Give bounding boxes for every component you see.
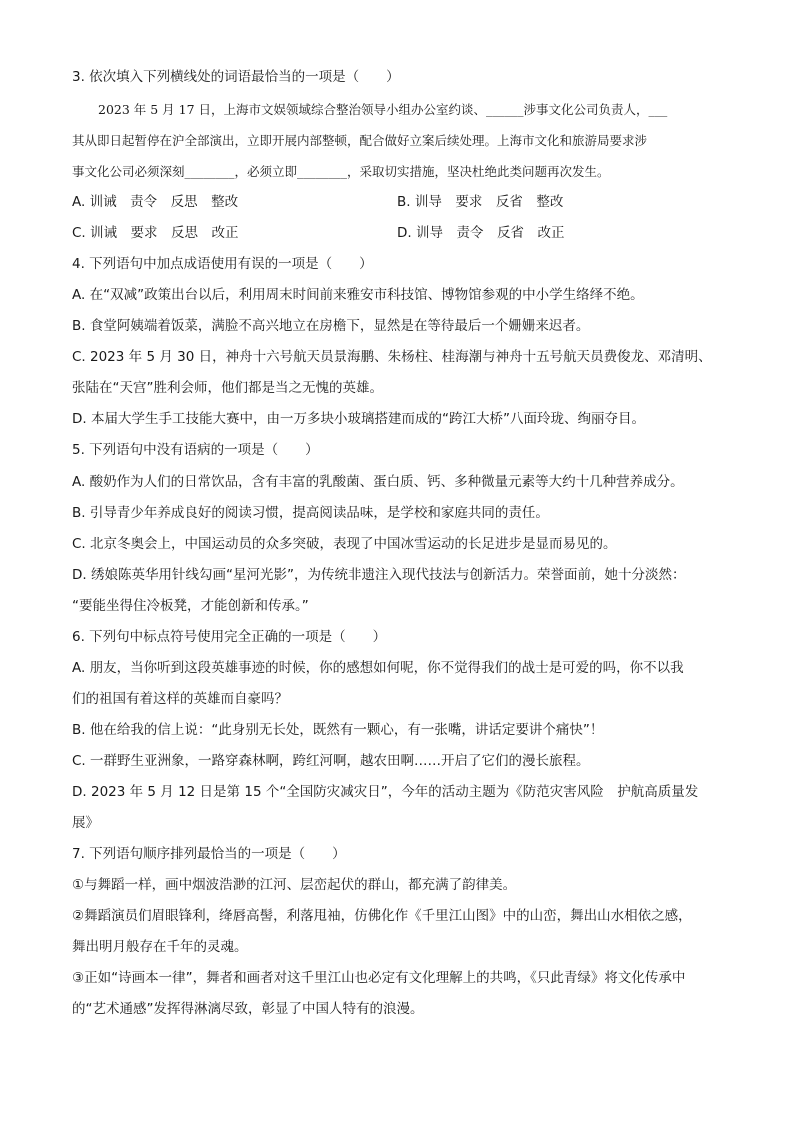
q3-option-c: C. 训诫 要求 反思 改正 bbox=[72, 225, 239, 241]
q4-line-a: A. 在“双减”政策出台以后，利用周末时间前来雅安市科技馆、博物馆参观的中小学生络绎不绝。 bbox=[72, 287, 644, 303]
q7-sentence-3-cont: 的“艺术通感”发挥得淋漓尽致，彰显了中国人特有的浪漫。 bbox=[72, 1001, 424, 1017]
q6-line-a-cont: 们的祖国有着这样的英雄而自豪吗？ bbox=[72, 691, 288, 707]
q4-line-c: C. 2023 年 5 月 30 日，神舟十六号航天员景海鹏、朱杨柱、桂海潮与神舟十五号航天员费俊龙、邓清明、 bbox=[72, 349, 712, 365]
q3-option-a: A. 训诫 责令 反思 整改 bbox=[72, 194, 239, 210]
q3-option-d: D. 训导 责令 反省 改正 bbox=[397, 225, 565, 241]
q7-sentence-1: ①与舞蹈一样，画中烟波浩渺的江河、层峦起伏的群山，都充满了韵律美。 bbox=[72, 877, 517, 893]
q5-line-d-cont: “要能坐得住冷板凳，才能创新和传承。” bbox=[72, 598, 309, 614]
q4-line-b: B. 食堂阿姨端着饭菜，满脸不高兴地立在房檐下，显然是在等待最后一个姗姗来迟者。 bbox=[72, 318, 590, 334]
q6-line-d: D. 2023 年 5 月 12 日是第 15 个“全国防灾减灾日”，今年的活动主题为《防范灾害风险 护航高质量发 bbox=[72, 784, 699, 800]
q7-sentence-3: ③正如“诗画本一律”，舞者和画者对这千里江山也必定有文化理解上的共鸣，《只此青绿》将文化传承中 bbox=[72, 970, 686, 986]
q3-option-b: B. 训导 要求 反省 整改 bbox=[397, 194, 564, 210]
q6-stem: 6. 下列句中标点符号使用完全正确的一项是（ ） bbox=[72, 629, 387, 645]
q7-sentence-2: ②舞蹈演员们眉眼锋利，绛唇高髻，利落甩袖，仿佛化作《千里江山图》中的山峦，舞出山水相依之感， bbox=[72, 908, 692, 924]
q5-stem: 5. 下列语句中没有语病的一项是（ ） bbox=[72, 442, 319, 458]
q5-line-b: B. 引导青少年养成良好的阅读习惯，提高阅读品味，是学校和家庭共同的责任。 bbox=[72, 505, 549, 521]
q5-line-d: D. 绣娘陈英华用针线勾画“星河光影”，为传统非遗注入现代技法与创新活力。荣誉面前，她十分淡然： bbox=[72, 567, 686, 583]
q7-stem: 7. 下列语句顺序排列最恰当的一项是（ ） bbox=[72, 846, 346, 862]
q3-passage-line-1: 2023 年 5 月 17 日，上海市文娱领域综合整治领导小组办公室约谈、______涉事文化公司负责人，___ bbox=[98, 102, 668, 117]
q4-line-d: D. 本届大学生手工技能大赛中，由一万多块小玻璃搭建而成的“跨江大桥”八面玲珑、绚丽夺目。 bbox=[72, 411, 645, 427]
q4-line-c-cont: 张陆在“天宫”胜利会师，他们都是当之无愧的英雄。 bbox=[72, 380, 383, 396]
q6-line-b: B. 他在给我的信上说：“此身别无长处，既然有一颗心，有一张嘴，讲话定要讲个痛快”！ bbox=[72, 722, 604, 738]
q5-line-a: A. 酸奶作为人们的日常饮品，含有丰富的乳酸菌、蛋白质、钙、多种微量元素等大约十几种营养成分。 bbox=[72, 474, 684, 490]
q7-sentence-2-cont: 舞出明月般存在千年的灵魂。 bbox=[72, 939, 248, 955]
q6-line-c: C. 一群野生亚洲象，一路穿森林啊，跨红河啊，越农田啊……开启了它们的漫长旅程。 bbox=[72, 753, 590, 769]
q6-line-a: A. 朋友，当你听到这段英雄事迹的时候，你的感想如何呢，你不觉得我们的战士是可爱的吗，你不以我 bbox=[72, 660, 684, 676]
q3-passage-line-3: 事文化公司必须深刻________，必须立即________，采取切实措施，坚决杜绝此类问题再次发生。 bbox=[72, 164, 610, 179]
q6-line-d-cont: 展》 bbox=[72, 815, 99, 831]
q3-stem: 3. 依次填入下列横线处的词语最恰当的一项是（ ） bbox=[72, 69, 400, 85]
q3-passage-line-2: 其从即日起暂停在沪全部演出，立即开展内部整顿，配合做好立案后续处理。上海市文化和旅游局要求涉 bbox=[72, 133, 648, 148]
q5-line-c: C. 北京冬奥会上，中国运动员的众多突破，表现了中国冰雪运动的长足进步是显而易见的。 bbox=[72, 536, 617, 552]
q4-stem: 4. 下列语句中加点成语使用有误的一项是（ ） bbox=[72, 256, 373, 272]
